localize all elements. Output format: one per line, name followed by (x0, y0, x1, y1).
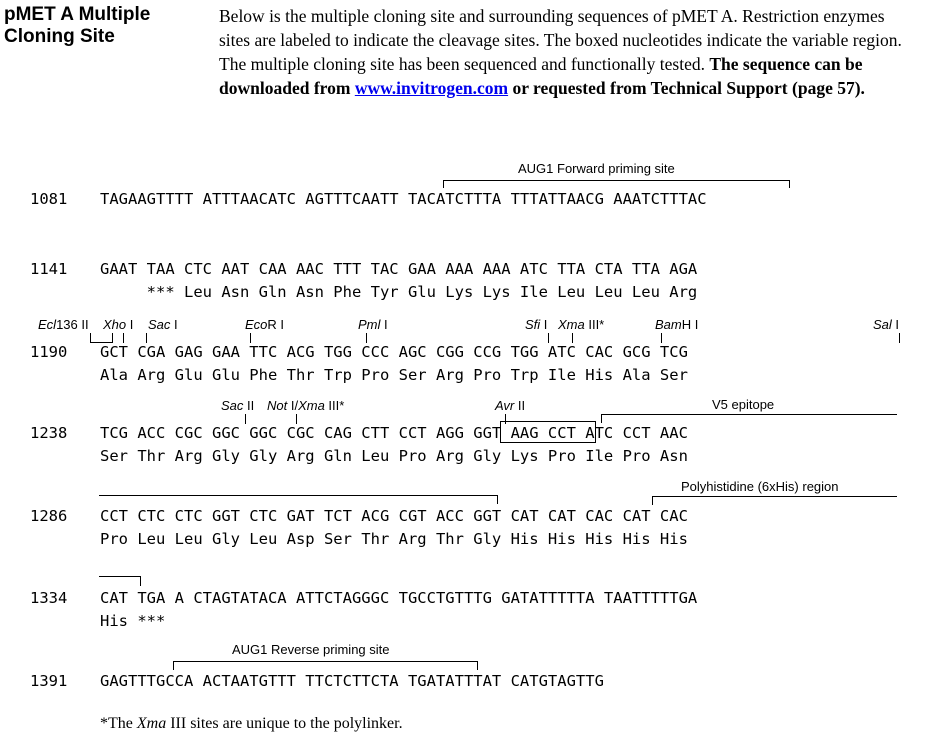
v5-bracket (601, 414, 897, 415)
aug1-forward-bracket (443, 180, 790, 181)
footnote: *The Xma III sites are unique to the polylinker. (100, 715, 403, 732)
line-number: 1238 (30, 424, 68, 442)
amino-acid-sequence: *** Leu Asn Gln Asn Phe Tyr Glu Lys Lys Ile Leu Leu Leu Arg (100, 283, 698, 301)
site-xmaiii: Xma III* (558, 317, 605, 332)
dna-sequence: CCT CTC CTC GGT CTC GAT TCT ACG CGT ACC GGT CAT CAT CAC CAT CAC (100, 507, 688, 525)
line-number: 1286 (30, 507, 68, 525)
site-sacii: Sac II (221, 398, 255, 413)
site-sali: Sal I (873, 317, 900, 332)
v5-bracket-continued (99, 495, 498, 496)
invitrogen-link[interactable]: www.invitrogen.com (354, 78, 509, 98)
line-number: 1081 (30, 190, 68, 208)
dna-sequence: TAGAAGTTTT ATTTAACATC AGTTTCAATT TACATCTTTA TTTATTAACG AAATCTTTAC (100, 190, 707, 208)
polyhis-label: Polyhistidine (6xHis) region (681, 479, 839, 494)
amino-acid-sequence: Ser Thr Arg Gly Gly Arg Gln Leu Pro Arg Gly Lys Pro Ile Pro Asn (100, 447, 688, 465)
aug1-forward-bracket-right (789, 180, 790, 188)
site-xhoi: Xho I (103, 317, 134, 332)
site-sfii: Sfi I (525, 317, 548, 332)
aug1-reverse-bracket (173, 661, 478, 662)
aug1-forward-label: AUG1 Forward priming site (518, 161, 675, 176)
site-bamhi: BamH I (655, 317, 699, 332)
intro-bold-1: The sequence can be downloaded from (219, 54, 863, 98)
dna-sequence: CAT TGA A CTAGTATACA ATTCTAGGGC TGCCTGTTTG GATATTTTTA TAATTTTTGA (100, 589, 698, 607)
intro-text: Below is the multiple cloning site and surrounding sequences of pMET A. Restriction enzymes sites are labeled to indicate the cleavage sites. The boxed nucleotides indicate the variable region. The multiple cloning site has been sequenced and functionally tested. (219, 6, 902, 74)
aug1-forward-bracket-left (443, 180, 444, 188)
polyhis-bracket (652, 496, 897, 497)
line-number: 1334 (30, 589, 68, 607)
site-noti-xmaiii: Not I/Xma III* (267, 398, 345, 413)
heading-line-1: pMET A Multiple (4, 4, 151, 25)
site-pmli: Pml I (358, 317, 388, 332)
line-number: 1190 (30, 343, 68, 361)
v5-epitope-label: V5 epitope (712, 397, 775, 412)
line-number: 1141 (30, 260, 68, 278)
amino-acid-sequence: Ala Arg Glu Glu Phe Thr Trp Pro Ser Arg Pro Trp Ile His Ala Ser (100, 366, 688, 384)
intro-bold-2: or requested from Technical Support (page 57). (508, 78, 865, 98)
site-saci: Sac I (148, 317, 178, 332)
dna-sequence: TCG ACC CGC GGC GGC CGC CAG CTT CCT AGG GGT AAG CCT ATC CCT AAC (100, 424, 688, 442)
heading-line-2: Cloning Site (4, 26, 115, 47)
site-avrii: Avr II (495, 398, 526, 413)
line-number: 1391 (30, 672, 68, 690)
polyhis-bracket-continued (99, 576, 141, 577)
site-ecori: EcoR I (245, 317, 285, 332)
site-ecl136ii: Ecl136 II (38, 317, 89, 332)
dna-sequence: GCT CGA GAG GAA TTC ACG TGG CCC AGC CGG CCG TGG ATC CAC GCG TCG (100, 343, 688, 361)
aug1-reverse-label: AUG1 Reverse priming site (232, 642, 390, 657)
amino-acid-sequence: Pro Leu Leu Gly Leu Asp Ser Thr Arg Thr Gly His His His His His (100, 530, 688, 548)
amino-acid-sequence: His *** (100, 612, 166, 630)
dna-sequence: GAGTTTGCCA ACTAATGTTT TTCTCTTCTA TGATATTTAT CATGTAGTTG (100, 672, 604, 690)
dna-sequence: GAAT TAA CTC AAT CAA AAC TTT TAC GAA AAA AAA ATC TTA CTA TTA AGA (100, 260, 698, 278)
